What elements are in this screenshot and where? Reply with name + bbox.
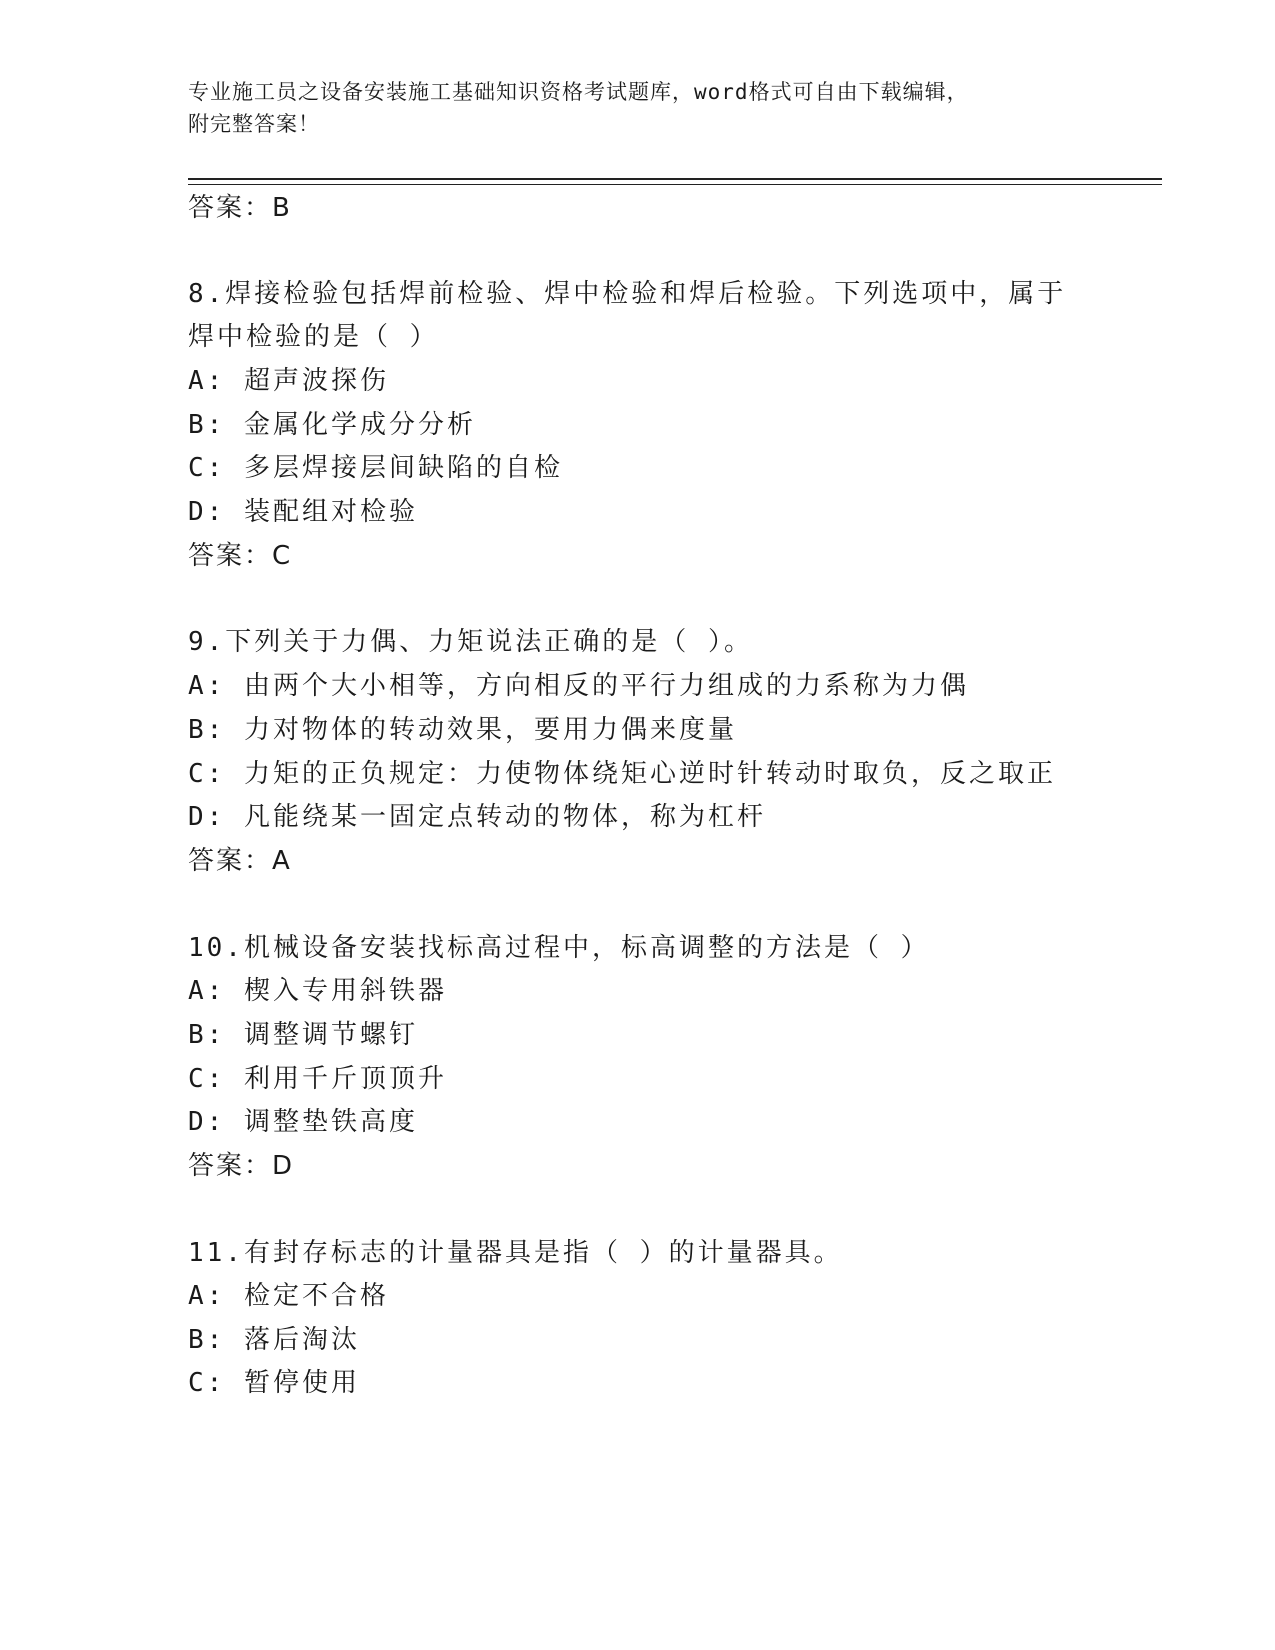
- q8-answer: 答案：C: [188, 541, 293, 571]
- q8-stem-line-2: 焊中检验的是（ ）: [188, 322, 439, 352]
- q11-option-a: A: 检定不合格: [188, 1281, 389, 1311]
- q8-option-d: D: 装配组对检验: [188, 497, 418, 527]
- q9-option-c: C: 力矩的正负规定：力使物体绕矩心逆时针转动时取负，反之取正: [188, 759, 1056, 789]
- q10-answer: 答案：D: [188, 1151, 295, 1181]
- q11-option-b: B: 落后淘汰: [188, 1325, 360, 1355]
- document-header: [188, 76, 1088, 140]
- q9-option-b: B: 力对物体的转动效果，要用力偶来度量: [188, 715, 737, 745]
- header-divider-thick: [188, 178, 1162, 180]
- q9-option-d: D: 凡能绕某一固定点转动的物体，称为杠杆: [188, 802, 766, 832]
- q11-option-c: C: 暂停使用: [188, 1368, 360, 1398]
- prev-answer: 答案：B: [188, 193, 292, 223]
- q10-option-c: C: 利用千斤顶顶升: [188, 1064, 447, 1094]
- q10-option-b: B: 调整调节螺钉: [188, 1020, 418, 1050]
- header-line-1: 专业施工员之设备安装施工基础知识资格考试题库，word格式可自由下载编辑，: [188, 80, 969, 104]
- q8-option-a: A: 超声波探伤: [188, 366, 389, 396]
- q8-option-b: B: 金属化学成分分析: [188, 410, 476, 440]
- q10-stem: 10.机械设备安装找标高过程中，标高调整的方法是（ ）: [188, 933, 930, 963]
- header-line-2: 附完整答案！: [188, 112, 320, 136]
- q9-answer: 答案：A: [188, 846, 292, 876]
- q10-option-a: A: 楔入专用斜铁器: [188, 976, 447, 1006]
- q8-stem-line-1: 8.焊接检验包括焊前检验、焊中检验和焊后检验。下列选项中，属于: [188, 279, 1067, 309]
- q11-stem: 11.有封存标志的计量器具是指（ ）的计量器具。: [188, 1238, 843, 1268]
- q9-stem: 9.下列关于力偶、力矩说法正确的是（ ）。: [188, 627, 753, 657]
- header-divider-thin: [188, 184, 1162, 185]
- q9-option-a: A: 由两个大小相等，方向相反的平行力组成的力系称为力偶: [188, 671, 969, 701]
- q8-option-c: C: 多层焊接层间缺陷的自检: [188, 453, 563, 483]
- q10-option-d: D: 调整垫铁高度: [188, 1107, 418, 1137]
